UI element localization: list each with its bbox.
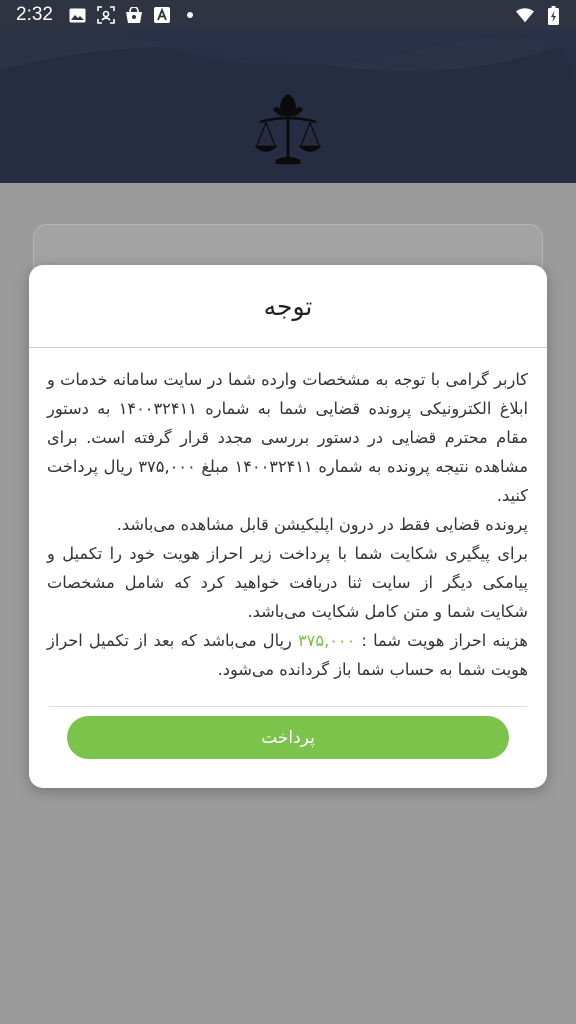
screenshot-icon [97,6,115,24]
fee-prefix: هزینه احراز هویت شما : [361,631,528,650]
status-time: 2:32 [16,4,53,25]
wifi-icon [516,6,534,24]
judiciary-scales-emblem-icon [254,92,322,168]
fee-paragraph [47,626,528,684]
notification-icons [69,6,199,24]
body-divider [49,706,527,707]
attention-dialog [29,265,547,788]
battery-icon [544,6,562,24]
fee-suffix: ریال می‌باشد که بعد از تکمیل احراز هویت شما به حساب شما باز گردانده می‌شود. [47,631,528,679]
fee-amount: ۳۷۵,۰۰۰ [297,631,356,650]
system-icons [516,6,562,24]
dialog-body [47,365,528,684]
title-divider [29,347,547,348]
dialog-paragraph: پرونده قضایی فقط در درون اپلیکیشن قابل مشاهده می‌باشد. [116,515,528,534]
status-bar [0,0,576,30]
shopping-bag-icon [125,6,143,24]
app-header [0,30,576,183]
dialog-paragraph: برای پیگیری شکایت شما با پرداخت زیر احراز هویت خود را تکمیل و پیامکی دیگر از سایت ثنا دریافت خواهید کرد که شامل مشخصات شکایت شما و متن کامل شکایت می‌باشد. [47,544,528,621]
text-a-icon [153,6,171,24]
dialog-title: توجه [263,291,313,321]
dot-icon [181,6,199,24]
dialog-paragraph: کاربر گرامی با توجه به مشخصات وارده شما در سایت سامانه خدمات و ابلاغ الکترونیکی پرونده قضایی شما به شماره ۱۴۰۰۳۲۴۱۱ به دستور مقام محترم قضایی در دستور بررسی مجدد قرار گرفته است. برای مشاهده نتیجه پرونده به شماره ۱۴۰۰۳۲۴۱۱ مبلغ ۳۷۵,۰۰۰ ریال پرداخت کنید. [47,370,529,505]
pay-button[interactable]: پرداخت [67,716,509,759]
image-icon [69,6,87,24]
